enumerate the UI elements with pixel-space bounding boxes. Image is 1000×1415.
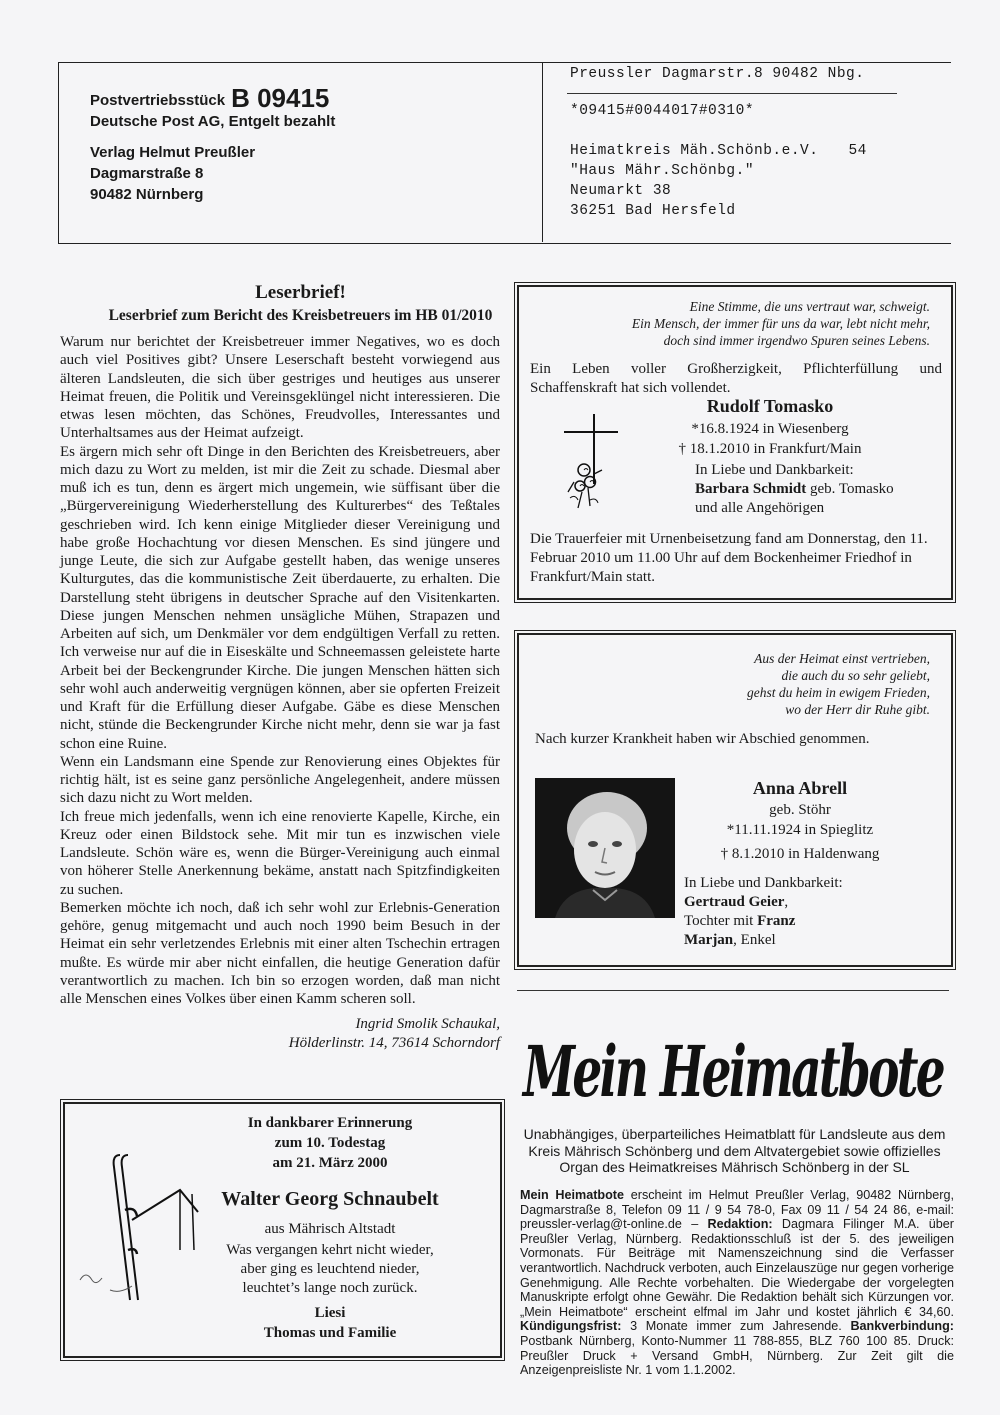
obituary-intro: Nach kurzer Krankheit haben wir Abschied genommen. bbox=[535, 731, 870, 747]
letter-subtitle: Leserbrief zum Bericht des Kreisbetreuers im HB 01/2010 bbox=[108, 307, 493, 324]
imprint-label: Bankverbindung: bbox=[850, 1319, 954, 1334]
recipient-street: Neumarkt 38 bbox=[570, 183, 672, 199]
verse-line: leuchtet’s lange noch zurück. bbox=[242, 1280, 418, 1296]
sender-label: Postvertriebsstück bbox=[90, 92, 226, 109]
barcode-line: *09415#0044017#0310* bbox=[570, 103, 755, 119]
portrait-photo bbox=[535, 778, 675, 918]
mourners-block bbox=[695, 461, 945, 518]
birth-date: *16.8.1924 in Wiesenberg bbox=[691, 421, 849, 437]
cross-with-rose-icon bbox=[560, 412, 620, 512]
obituary-intro: Ein Leben voller Großherzigkeit, Pflichterfüllung und Schaffenskraft hat sich vollendet. bbox=[530, 361, 942, 396]
recipient-org: Heimatkreis Mäh.Schönb.e.V. bbox=[570, 143, 819, 159]
verse-line: gehst du heim in ewigem Frieden, bbox=[747, 685, 930, 700]
remembrance-line: zum 10. Todestag bbox=[274, 1135, 386, 1151]
verse-line: Aus der Heimat einst vertrieben, bbox=[754, 651, 930, 666]
mourner-family: und alle Angehörigen bbox=[695, 500, 825, 516]
imprint-label: Redaktion: bbox=[707, 1217, 773, 1232]
obituary-verse bbox=[540, 298, 930, 349]
remembrance-signature: Thomas und Familie bbox=[263, 1325, 397, 1341]
sender-publisher: Verlag Helmut Preußler bbox=[90, 144, 256, 161]
letter-paragraph: Wenn ein Landsmann eine Spende zur Renovierung eines Objektes für richtig hält, ist es seine ganz persönliche Angelegenheit, andere müssen sich dazu nicht zu Wort melden. bbox=[60, 753, 500, 807]
remembrance-signature: Liesi bbox=[314, 1305, 346, 1321]
birth-date: *11.11.1924 in Spieglitz bbox=[726, 822, 874, 838]
funeral-notice: Die Trauerfeier mit Urnenbeisetzung fand am Donnerstag, den 11. Februar 2010 um 11.00 Uhr auf dem Bockenheimer Friedhof in Frankfurt/Main statt. bbox=[530, 531, 928, 585]
verse-line: Ein Mensch, der immer für uns da war, lebt nicht mehr, bbox=[631, 316, 930, 331]
thanks-line: In Liebe und Dankbarkeit: bbox=[695, 462, 854, 478]
verse-line: wo der Herr dir Ruhe gibt. bbox=[785, 702, 930, 717]
verse-line: doch sind immer irgendwo Spuren seines Lebens. bbox=[663, 333, 930, 348]
imprint-text: Postbank Nürnberg, Konto-Nummer 11 788-855, BLZ 760 100 85. Druck: Preußler Druck + Versand GmbH, Nürnberg. Zur Zeit gilt die Anzeigenpreisliste Nr. 1 vom 1.1.2002. bbox=[520, 1333, 954, 1378]
masthead-title: Mein Heimatbote bbox=[521, 1030, 944, 1113]
letter-paragraph: Warum nur berichtet der Kreisbetreuer immer Negatives, wo es doch auch viel Positives gibt? Unsere Leserschaft besteht vorwiegend aus älteren Landsleuten, die sich über gestriges und heutiges aus unserer Heimat freuen, die Politik und Vereinsgeklüngel nicht interessieren. Die etwas lesen möchten, das Schönes, Freudvolles, Interessantes und Unterhaltsames aus der Heimat aufzeigt. bbox=[60, 334, 500, 442]
verse-line: aber ging es leuchtend nieder, bbox=[240, 1261, 420, 1277]
letter-author-address: Hölderlinstr. 14, 73614 Schorndorf bbox=[288, 1034, 500, 1051]
mourner-name: Franz bbox=[757, 913, 796, 929]
letter-paragraph: Bemerken möchte ich noch, daß ich sehr wohl zur Erlebnis-Generation gehöre, genug mitgemacht und auch noch 1990 beim Besuch in der Heimat ein sehr verletzendes Erlebnis mit einer alten Tschechin ertragen mußte. Es würde mir aber nicht einfallen, die heutige Generation dafür verantwortlich zu machen. Ich bin so erzogen worden, daß man nicht alle Menschen eines Volkes über einen Kamm scheren soll. bbox=[60, 899, 500, 1007]
remembrance-verse bbox=[170, 1241, 490, 1298]
verse-line: Eine Stimme, die uns vertraut war, schweigt. bbox=[689, 299, 930, 314]
sender-street: Dagmarstraße 8 bbox=[90, 165, 204, 182]
letter-author: Ingrid Smolik Schaukal, bbox=[355, 1016, 500, 1032]
sender-block bbox=[90, 83, 510, 205]
imprint-text: erscheint im Helmut Preußler Verlag, 90482 Nürnberg, Dagmarstraße 8, Telefon 09 11 / 9 54 78-0, Fax 09 11 / 54 24 86, e-mail: preussler-verlag@t-online.de – bbox=[520, 1188, 955, 1232]
verse-line: Was vergangen kehrt nicht wieder, bbox=[226, 1242, 434, 1258]
death-date: † 8.1.2010 in Haldenwang bbox=[720, 846, 880, 862]
letter-title: Leserbrief! bbox=[255, 282, 346, 303]
sender-code: B 09415 bbox=[231, 83, 330, 113]
masthead-logo bbox=[517, 1018, 949, 1118]
return-line: Preussler Dagmarstr.8 90482 Nbg. bbox=[570, 66, 865, 82]
mourner-prefix: Tochter mit bbox=[684, 913, 758, 929]
mourner-suffix: , bbox=[784, 894, 789, 910]
recipient-house: "Haus Mähr.Schönbg." bbox=[570, 163, 755, 179]
sender-post: Deutsche Post AG, Entgelt bezahlt bbox=[90, 113, 336, 130]
remembrance-origin: aus Mährisch Altstadt bbox=[264, 1221, 396, 1237]
skis-sketch-icon bbox=[70, 1150, 210, 1310]
masthead-tagline: Unabhängiges, überparteiliches Heimatblatt für Landsleute aus dem Kreis Mährisch Schönberg und dem Altvatergebiet sowie offizielles Organ des Heimatkreises Mährisch Schönberg in der SL bbox=[523, 1126, 946, 1175]
letter-body bbox=[60, 333, 500, 1008]
remembrance-line: am 21. März 2000 bbox=[272, 1155, 388, 1171]
death-date: † 18.1.2010 in Frankfurt/Main bbox=[678, 441, 862, 457]
birth-name: geb. Stöhr bbox=[769, 802, 831, 818]
remembrance-line: In dankbarer Erinnerung bbox=[247, 1115, 413, 1131]
mourner-suffix: , Enkel bbox=[733, 932, 776, 948]
letter-paragraph: Es ärgern mich sehr oft Dinge in den Berichten des Kreisbetreuers, aber mich dazu zu Wort zu melden, ist mir die Zeit zu schade. Diesmal aber muß ich es tun, denn es ärgert mich ungemein, wie süffisant über die „Bürgervereinigung Wiederherstellung des Kulturerbes“ des Teßtales geschrieben wird. Ich kenn einige Mitglieder dieser Vereinigung und habe große Hochachtung vor diesen Menschen. Es sind jüngere und junge Leute, die sich zur Aufgabe gestellt haben, das wenige unseres Kulturgutes, das die kommunistische Zeit überdauerte, zu erhalten. Die Darstellung steht übrigens in deutscher Sprache auf den Visitenkarten. Diese jungen Menschen nehmen unsägliche Mühen, Strapazen und Arbeiten auf sich, um Denkmäler vor dem endgültigen Verfall zu retten. Ich verweise nur auf die in Eiseskälte und Schneemassen geleistete harte Arbeit bei der Beckengrunder Kirche. Die jungen Menschen hätten sich sehr wohl auch anderweitig vergnügen können, aber sie opferten Freizeit und Kraft für die Erfüllung dieser Aufgabe. Gäbe es diese Menschen nicht, stünde die Beckengrunder Kirche nicht mehr, denn sie war ja fast schon eine Ruine. bbox=[60, 443, 500, 752]
imprint-text: Dagmara Filinger M.A. über Preußler Verlag, Nürnberg. Redaktionsschluß ist der 5. des jeweiligen Vormonats. Für Beiträge mit Namenszeichnung sind die Verfasser verantwortlich. Nachdruck verboten, auch Einzelauszüge nur gegen vorherige Genehmigung. Alle Rechte vorbehalten. Die Wiedergabe der vorgelegten Manuskripte erfolgt ohne Gewähr. Die Redaktion behält sich Kürzungen vor. „Mein Heimatbote“ erscheint elfmal im Jahr und kostet jährlich € 34,60. bbox=[520, 1217, 955, 1319]
sender-city: 90482 Nürnberg bbox=[90, 186, 204, 203]
masthead-rule bbox=[517, 990, 949, 991]
mourner-name: Marjan bbox=[684, 932, 734, 948]
verse-line: die auch du so sehr geliebt, bbox=[781, 668, 930, 683]
deceased-name: Rudolf Tomasko bbox=[706, 396, 834, 416]
remembrance-name: Walter Georg Schnaubelt bbox=[221, 1188, 439, 1210]
letter-signature bbox=[60, 1015, 500, 1052]
recipient-block bbox=[570, 62, 930, 223]
mourner-name: Barbara Schmidt bbox=[695, 481, 807, 497]
imprint-name: Mein Heimatbote bbox=[520, 1188, 625, 1202]
imprint-label: Kündigungsfrist: bbox=[520, 1319, 622, 1334]
recipient-number: 54 bbox=[848, 143, 867, 159]
imprint-text: 3 Monate immer zum Jahresende. bbox=[621, 1319, 851, 1334]
mourner-suffix: geb. Tomasko bbox=[806, 481, 894, 497]
imprint bbox=[520, 1188, 954, 1378]
address-divider bbox=[542, 62, 543, 242]
mourners-block bbox=[684, 874, 934, 950]
thanks-line: In Liebe und Dankbarkeit: bbox=[684, 875, 843, 891]
mourner-name: Gertraud Geier bbox=[684, 894, 785, 910]
deceased-name: Anna Abrell bbox=[752, 778, 848, 798]
letter-paragraph: Ich freue mich jedenfalls, wenn ich eine renovierte Kapelle, Kirche, ein Kreuz oder einen Bildstock sehe. Mit mir tun es inzwischen viele Landsleute. Schön wäre es, wenn die Bürger-Vereinigung auch einmal von höherer Stelle Anerkennung bekäme, anstatt nach Spitzfindigkeiten zu suchen. bbox=[60, 808, 500, 898]
recipient-city: 36251 Bad Hersfeld bbox=[570, 203, 736, 219]
obituary-verse bbox=[560, 650, 930, 718]
